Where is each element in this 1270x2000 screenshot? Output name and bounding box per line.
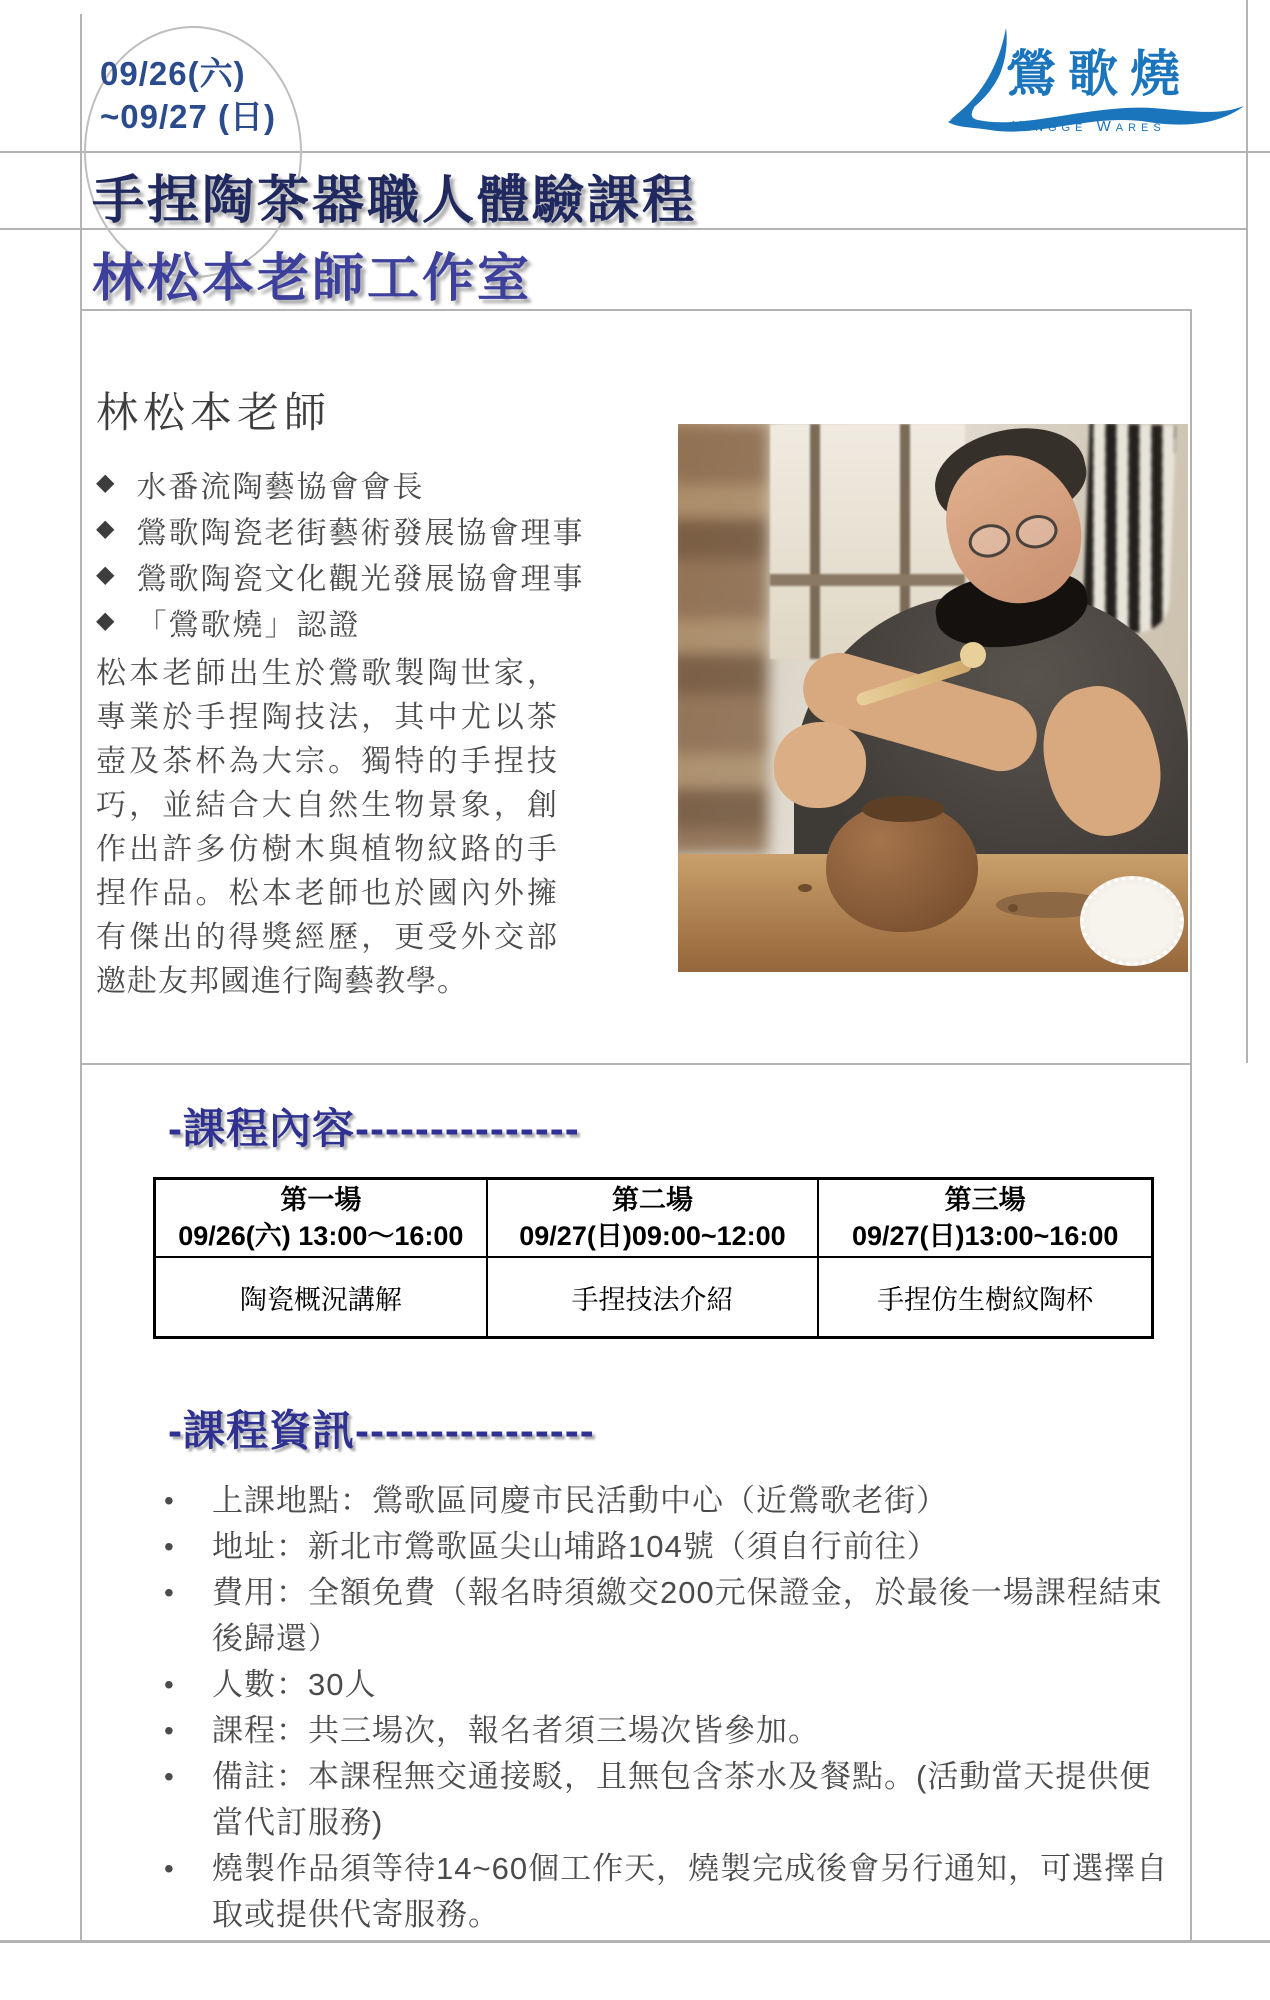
credential-item <box>96 462 656 508</box>
event-date-line1: 09/26(六) <box>100 55 246 92</box>
info-text: 費用：全額免費（報名時須繳交200元保證金，於最後一場課程結束後歸還） <box>212 1575 1163 1656</box>
credential-item <box>96 554 656 600</box>
info-item <box>164 1662 1174 1708</box>
session-time: 09/26(六) 13:00～16:00 <box>178 1221 464 1251</box>
logo-title: 鶯歌燒 <box>1006 46 1192 102</box>
credential-text: 「鶯歌燒」認證 <box>136 609 361 642</box>
info-text: 地址：新北市鶯歌區尖山埔路104號（須自行前往） <box>212 1529 939 1564</box>
section-header-course-content: -課程內容--------------- <box>168 1105 580 1152</box>
dot-bullet-icon: • <box>164 1761 175 1792</box>
activity-text: 陶瓷概況講解 <box>239 1284 402 1315</box>
session-time: 09/27(日)09:00~12:00 <box>519 1221 786 1251</box>
credential-text: 水番流陶藝協會會長 <box>136 471 425 504</box>
diamond-bullet-icon: ◆ <box>96 561 117 588</box>
session-title: 第三場 <box>944 1185 1026 1215</box>
info-text: 人數：30人 <box>212 1667 377 1702</box>
session-title: 第二場 <box>611 1185 693 1215</box>
teacher-photo <box>678 424 1188 972</box>
section-header-course-info: -課程資訊---------------- <box>168 1407 595 1454</box>
credential-text: 鶯歌陶瓷文化觀光發展協會理事 <box>136 563 585 596</box>
teacher-bio: 松本老師出生於鶯歌製陶世家，專業於手捏陶技法，其中尤以茶壺及茶杯為大宗。獨特的手捏技巧，並結合大自然生物景象，創作出許多仿樹木與植物紋路的手捏作品。松本老師也於國內外擁有傑出的得獎經歷，更受外交部邀赴友邦國進行陶藝教學。 <box>96 657 558 998</box>
schedule-header-session2 <box>488 1180 820 1258</box>
photo-background-shelf <box>678 424 768 854</box>
info-text: 課程：共三場次，報名者須三場次皆參加。 <box>212 1713 820 1748</box>
photo-striped-person <box>1082 424 1175 633</box>
activity-text: 手捏仿生樹紋陶杯 <box>877 1284 1094 1315</box>
info-item <box>164 1846 1174 1938</box>
dot-bullet-icon: • <box>164 1669 175 1700</box>
dot-bullet-icon: • <box>164 1715 175 1746</box>
page-title: 手捏陶茶器職人體驗課程 <box>92 172 698 230</box>
dot-bullet-icon: • <box>164 1853 175 1884</box>
page-subtitle: 林松本老師工作室 <box>92 250 533 308</box>
dot-bullet-icon: • <box>164 1577 175 1608</box>
info-item <box>164 1708 1174 1754</box>
course-info-list <box>164 1478 1174 1938</box>
dot-bullet-icon: • <box>164 1531 175 1562</box>
schedule-header-session3 <box>819 1180 1151 1258</box>
right-guide-line-top <box>1246 0 1248 1063</box>
info-text: 上課地點：鶯歌區同慶市民活動中心（近鶯歌老街） <box>212 1483 948 1518</box>
info-text: 燒製作品須等待14~60個工作天，燒製完成後會另行通知，可選擇自取或提供代寄服務。 <box>212 1851 1169 1932</box>
session-time: 09/27(日)13:00~16:00 <box>851 1221 1119 1251</box>
credential-item <box>96 600 656 646</box>
diamond-bullet-icon: ◆ <box>96 607 117 634</box>
credential-item <box>96 508 656 554</box>
info-item <box>164 1754 1174 1846</box>
bottom-divider-line <box>0 1940 1270 1943</box>
info-item <box>164 1478 1174 1524</box>
schedule-activity-session3 <box>819 1258 1151 1336</box>
schedule-activity-session2 <box>488 1258 820 1336</box>
teacher-credentials-list <box>96 462 656 646</box>
right-guide-line-bottom <box>1190 1063 1192 1943</box>
info-text: 備註：本課程無交通接駁，且無包含茶水及餐點。(活動當天提供便當代訂服務) <box>212 1759 1152 1840</box>
schedule-activity-session1 <box>156 1258 488 1336</box>
photo-doily <box>1080 876 1184 966</box>
diamond-bullet-icon: ◆ <box>96 469 117 496</box>
event-date-badge <box>100 52 276 138</box>
info-item <box>164 1524 1174 1570</box>
teacher-name: 林松本老師 <box>96 389 332 436</box>
activity-text: 手捏技法介紹 <box>571 1284 734 1315</box>
event-date-line2: ~09/27 (日) <box>100 98 276 135</box>
logo-subtitle: Yingge Wares <box>1012 118 1166 135</box>
diamond-bullet-icon: ◆ <box>96 515 117 542</box>
credential-text: 鶯歌陶瓷老街藝術發展協會理事 <box>136 517 585 550</box>
yingge-wares-logo <box>942 26 1248 142</box>
schedule-header-session1 <box>156 1180 488 1258</box>
schedule-table <box>153 1177 1154 1339</box>
session-title: 第一場 <box>280 1185 362 1215</box>
info-item <box>164 1570 1174 1662</box>
dot-bullet-icon: • <box>164 1485 175 1516</box>
